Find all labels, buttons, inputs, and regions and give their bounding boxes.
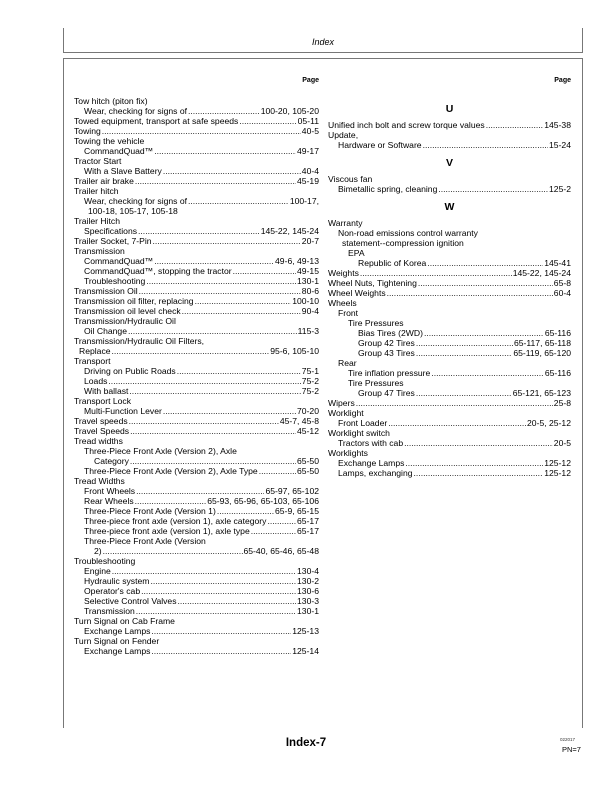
dot-leader bbox=[141, 586, 296, 596]
index-entry bbox=[74, 306, 319, 316]
entry-label: 2) bbox=[94, 546, 102, 556]
entry-page-ref[interactable]: 70-20 bbox=[297, 406, 319, 416]
index-entry bbox=[74, 546, 319, 556]
entry-page-ref[interactable]: 80-6 bbox=[301, 286, 319, 296]
entry-label: Three-Piece Front Axle (Version 1) bbox=[84, 506, 216, 516]
entry-label: Group 43 Tires bbox=[358, 348, 415, 358]
index-entry bbox=[328, 388, 571, 398]
entry-label: Three-Piece Front Axle (Version 2), Axle Type bbox=[84, 466, 258, 476]
pn-number: PN=7 bbox=[562, 745, 581, 754]
entry-label: With ballast bbox=[84, 386, 129, 396]
dot-leader bbox=[136, 606, 296, 616]
index-heading: Turn Signal on Cab Frame bbox=[74, 616, 175, 626]
entry-page-ref[interactable]: 130-2 bbox=[297, 576, 319, 586]
entry-page-ref[interactable]: 40-4 bbox=[301, 166, 319, 176]
section-letter: U bbox=[445, 103, 454, 115]
index-entry bbox=[328, 328, 571, 338]
index-subheading: Tire Pressures bbox=[348, 378, 404, 388]
entry-label: Republic of Korea bbox=[358, 258, 427, 268]
dot-leader bbox=[177, 366, 301, 376]
entry-page-ref[interactable]: 45-19 bbox=[297, 176, 319, 186]
entry-page-ref[interactable]: 125-12 bbox=[544, 458, 571, 468]
dot-leader bbox=[150, 576, 296, 586]
index-column-left bbox=[74, 77, 319, 656]
index-entry bbox=[328, 268, 571, 278]
entry-label: Selective Control Valves bbox=[84, 596, 177, 606]
index-heading: Transport Lock bbox=[74, 396, 131, 406]
dot-leader bbox=[259, 466, 296, 476]
dot-leader bbox=[195, 296, 292, 306]
entry-label: Operator's cab bbox=[84, 586, 141, 596]
index-entry bbox=[74, 526, 319, 536]
entry-label: Trailer air brake bbox=[74, 176, 134, 186]
entry-page-ref[interactable]: 40-5 bbox=[301, 126, 319, 136]
dot-leader bbox=[129, 386, 300, 396]
index-heading: Tractor Start bbox=[74, 156, 122, 166]
index-entry bbox=[74, 106, 319, 116]
index-heading: Tread Widths bbox=[74, 476, 125, 486]
index-entry bbox=[328, 288, 571, 298]
entry-page-ref[interactable]: 115-3 bbox=[297, 326, 319, 336]
index-entry bbox=[74, 376, 319, 386]
entry-label: Travel speeds bbox=[74, 416, 128, 426]
date-code: 022017 bbox=[560, 737, 576, 742]
dot-leader bbox=[360, 268, 512, 278]
index-subheading: Three-Piece Front Axle (Version bbox=[84, 536, 206, 546]
index-entry bbox=[74, 586, 319, 596]
index-entry bbox=[74, 506, 319, 516]
dot-leader bbox=[112, 346, 270, 356]
entry-page-ref[interactable]: 49-6, 49-13 bbox=[275, 256, 319, 266]
index-heading: Towing the vehicle bbox=[74, 136, 145, 146]
page-column-label: Page bbox=[302, 77, 319, 84]
entry-page-ref[interactable]: 65-121, 65-123 bbox=[512, 388, 571, 398]
entry-label: Bimetallic spring, cleaning bbox=[338, 184, 438, 194]
entry-page-ref[interactable]: 05-11 bbox=[297, 116, 319, 126]
entry-page-ref[interactable]: 65-116 bbox=[544, 328, 571, 338]
index-entry bbox=[328, 458, 571, 468]
entry-page-ref[interactable]: 145-22, 145-24 bbox=[260, 226, 319, 236]
dot-leader bbox=[405, 458, 543, 468]
entry-label: Three-piece front axle (version 1), axle category bbox=[84, 516, 267, 526]
dot-leader bbox=[423, 140, 548, 150]
dot-leader bbox=[431, 368, 544, 378]
entry-page-ref[interactable]: 95-6, 105-10 bbox=[270, 346, 319, 356]
dot-leader bbox=[138, 226, 260, 236]
header-title: Index bbox=[311, 37, 335, 47]
entry-page-ref[interactable]: 75-1 bbox=[301, 366, 319, 376]
index-subheading: Tire Pressures bbox=[348, 318, 404, 328]
dot-leader bbox=[102, 126, 301, 136]
dot-leader bbox=[418, 278, 553, 288]
entry-label: CommandQuad™ bbox=[84, 256, 154, 266]
entry-label: Transmission bbox=[84, 606, 135, 616]
index-entry bbox=[74, 426, 319, 436]
index-subheading: statement--compression ignition bbox=[342, 238, 464, 248]
entry-label: Front Loader bbox=[338, 418, 388, 428]
index-entry bbox=[74, 166, 319, 176]
entry-page-ref[interactable]: 75-2 bbox=[301, 386, 319, 396]
dot-leader bbox=[188, 106, 260, 116]
dot-leader bbox=[135, 176, 296, 186]
index-entry bbox=[74, 386, 319, 396]
index-entry bbox=[74, 516, 319, 526]
index-heading: Warranty bbox=[328, 218, 363, 228]
index-entry bbox=[74, 406, 319, 416]
index-entry bbox=[74, 146, 319, 156]
dot-leader bbox=[486, 120, 544, 130]
entry-page-ref[interactable]: 90-4 bbox=[301, 306, 319, 316]
entry-label: Multi-Function Lever bbox=[84, 406, 162, 416]
entry-page-ref[interactable]: 65-9, 65-15 bbox=[275, 506, 319, 516]
index-entry bbox=[74, 236, 319, 246]
dot-leader bbox=[387, 288, 553, 298]
entry-page-ref[interactable]: 65-93, 65-96, 65-103, 65-106 bbox=[207, 496, 319, 506]
entry-label: Transmission oil level check bbox=[74, 306, 181, 316]
dot-leader bbox=[103, 546, 243, 556]
dot-leader bbox=[356, 398, 553, 408]
index-entry bbox=[74, 326, 319, 336]
dot-leader bbox=[438, 184, 548, 194]
entry-label: Towing bbox=[74, 126, 101, 136]
entry-page-ref[interactable]: 130-1 bbox=[297, 276, 319, 286]
page-column-label: Page bbox=[554, 77, 571, 84]
entry-label: With a Slave Battery bbox=[84, 166, 162, 176]
index-entry bbox=[328, 398, 571, 408]
index-entry bbox=[328, 258, 571, 268]
entry-label: Troubleshooting bbox=[84, 276, 146, 286]
index-entry bbox=[74, 466, 319, 476]
entry-page-ref[interactable]: 130-3 bbox=[297, 596, 319, 606]
entry-page-ref[interactable]: 145-41 bbox=[544, 258, 571, 268]
index-heading: Troubleshooting bbox=[74, 556, 136, 566]
entry-label: Tractors with cab bbox=[338, 438, 404, 448]
index-heading: Trailer Hitch bbox=[74, 216, 120, 226]
index-entry bbox=[328, 418, 571, 428]
index-entry bbox=[74, 176, 319, 186]
entry-page-ref[interactable]: 45-12 bbox=[297, 426, 319, 436]
index-entry bbox=[328, 468, 571, 478]
dot-leader bbox=[414, 468, 544, 478]
entry-page-ref[interactable]: 125-13 bbox=[292, 626, 319, 636]
entry-label: Group 42 Tires bbox=[358, 338, 415, 348]
index-entry bbox=[74, 196, 319, 206]
entry-page-ref[interactable]: 100-20, 105-20 bbox=[260, 106, 319, 116]
index-entry bbox=[74, 296, 319, 306]
entry-page-ref[interactable]: 145-22, 145-24 bbox=[512, 268, 571, 278]
entry-page-ref[interactable]: 100-10 bbox=[292, 296, 319, 306]
entry-page-ref[interactable]: 65-40, 65-46, 65-48 bbox=[243, 546, 319, 556]
entry-label: Hydraulic system bbox=[84, 576, 150, 586]
index-entry bbox=[74, 626, 319, 636]
dot-leader bbox=[151, 626, 291, 636]
index-heading: Worklight switch bbox=[328, 428, 390, 438]
index-entry bbox=[74, 116, 319, 126]
entry-page-ref[interactable]: 15-24 bbox=[549, 140, 571, 150]
dot-leader bbox=[251, 526, 296, 536]
entry-page-ref[interactable]: 130-4 bbox=[297, 566, 319, 576]
entry-label: CommandQuad™ bbox=[84, 146, 154, 156]
dot-leader bbox=[427, 258, 543, 268]
index-subheading: Front bbox=[338, 308, 359, 318]
index-entry bbox=[328, 338, 571, 348]
index-entry bbox=[74, 286, 319, 296]
index-subheading: Rear bbox=[338, 358, 357, 368]
index-entry bbox=[74, 276, 319, 286]
index-heading: Turn Signal on Fender bbox=[74, 636, 160, 646]
index-entry bbox=[74, 576, 319, 586]
entry-label: Weights bbox=[328, 268, 359, 278]
entry-page-ref[interactable]: 75-2 bbox=[301, 376, 319, 386]
entry-label: Transmission oil filter, replacing bbox=[74, 296, 194, 306]
entry-label: Front Wheels bbox=[84, 486, 136, 496]
index-heading: Tread widths bbox=[74, 436, 123, 446]
dot-leader bbox=[130, 426, 296, 436]
dot-leader bbox=[146, 276, 296, 286]
index-entry bbox=[74, 346, 319, 356]
dot-leader bbox=[129, 416, 279, 426]
dot-leader bbox=[139, 286, 301, 296]
index-entry bbox=[328, 184, 571, 194]
entry-label: Three-piece front axle (version 1), axle type bbox=[84, 526, 250, 536]
entry-label: Wheel Nuts, Tightening bbox=[328, 278, 417, 288]
entry-label: Engine bbox=[84, 566, 111, 576]
entry-label: Wear, checking for signs of bbox=[84, 106, 188, 116]
entry-page-ref[interactable]: 65-17 bbox=[297, 516, 319, 526]
entry-label: Exchange Lamps bbox=[84, 646, 151, 656]
index-heading: Trailer hitch bbox=[74, 186, 119, 196]
index-entry bbox=[328, 368, 571, 378]
entry-page-ref[interactable]: 20-5, 25-12 bbox=[527, 418, 571, 428]
entry-page-ref[interactable]: 125-12 bbox=[544, 468, 571, 478]
header-box bbox=[63, 28, 583, 53]
index-entry bbox=[74, 496, 319, 506]
dot-leader bbox=[416, 338, 513, 348]
dot-leader bbox=[188, 196, 289, 206]
entry-page-ref[interactable]: 125-2 bbox=[549, 184, 571, 194]
entry-label: Bias Tires (2WD) bbox=[358, 328, 423, 338]
dot-leader bbox=[416, 388, 512, 398]
entry-label: Driving on Public Roads bbox=[84, 366, 176, 376]
entry-page-ref[interactable]: 25-8 bbox=[553, 398, 571, 408]
dot-leader bbox=[108, 376, 300, 386]
index-entry bbox=[328, 438, 571, 448]
index-heading: Update, bbox=[328, 130, 359, 140]
dot-leader bbox=[424, 328, 544, 338]
entry-label: Wipers bbox=[328, 398, 355, 408]
entry-page-ref[interactable]: 100-17, bbox=[289, 196, 319, 206]
entry-label: Trailer Socket, 7-Pin bbox=[74, 236, 152, 246]
entry-page-ref[interactable]: 65-97, 65-102 bbox=[265, 486, 319, 496]
index-entry bbox=[74, 566, 319, 576]
dot-leader bbox=[178, 596, 297, 606]
entry-label: Travel Speeds bbox=[74, 426, 130, 436]
entry-label: Transmission Oil bbox=[74, 286, 138, 296]
entry-page-ref[interactable]: 125-14 bbox=[292, 646, 319, 656]
index-entry bbox=[328, 140, 571, 150]
entry-page-ref[interactable]: 65-117, 65-118 bbox=[513, 338, 571, 348]
index-heading: Transport bbox=[74, 356, 111, 366]
index-entry bbox=[328, 348, 571, 358]
dot-leader bbox=[388, 418, 526, 428]
index-heading: Worklights bbox=[328, 448, 368, 458]
index-heading: Transmission bbox=[74, 246, 125, 256]
dot-leader bbox=[404, 438, 553, 448]
entry-label: Towed equipment, transport at safe speeds bbox=[74, 116, 239, 126]
index-subheading: Non-road emissions control warranty bbox=[338, 228, 478, 238]
index-entry bbox=[74, 256, 319, 266]
dot-leader bbox=[112, 566, 296, 576]
entry-page-ref[interactable]: 65-50 bbox=[297, 456, 319, 466]
entry-page-ref[interactable]: 20-5 bbox=[553, 438, 571, 448]
index-subheading: EPA bbox=[348, 248, 365, 258]
section-letter: W bbox=[444, 201, 455, 213]
entry-label: Hardware or Software bbox=[338, 140, 422, 150]
index-entry bbox=[74, 416, 319, 426]
entry-label: Wheel Weights bbox=[328, 288, 386, 298]
entry-label: Oil Change bbox=[84, 326, 127, 336]
entry-label: Tire inflation pressure bbox=[348, 368, 431, 378]
entry-label: Wear, checking for signs of bbox=[84, 196, 188, 206]
entry-label: Exchange Lamps bbox=[338, 458, 405, 468]
entry-page-ref[interactable]: 145-38 bbox=[544, 120, 571, 130]
index-heading: Viscous fan bbox=[328, 174, 373, 184]
index-entry bbox=[328, 120, 571, 130]
dot-leader bbox=[163, 166, 301, 176]
dot-leader bbox=[239, 116, 296, 126]
dot-leader bbox=[135, 496, 207, 506]
dot-leader bbox=[154, 256, 274, 266]
entry-label: Specifications bbox=[84, 226, 138, 236]
index-heading: Transmission/Hydraulic Oil Filters, bbox=[74, 336, 205, 346]
entry-page-ref[interactable]: 49-15 bbox=[297, 266, 319, 276]
entry-page-ref[interactable]: 65-50 bbox=[297, 466, 319, 476]
dot-leader bbox=[267, 516, 296, 526]
index-entry bbox=[74, 126, 319, 136]
dot-leader bbox=[154, 146, 296, 156]
index-entry bbox=[74, 596, 319, 606]
dot-leader bbox=[151, 646, 291, 656]
dot-leader bbox=[233, 266, 296, 276]
entry-label: Rear Wheels bbox=[84, 496, 134, 506]
dot-leader bbox=[136, 486, 264, 496]
index-entry bbox=[74, 456, 319, 466]
dot-leader bbox=[182, 306, 301, 316]
index-subheading: 100-18, 105-17, 105-18 bbox=[88, 206, 178, 216]
index-heading: Worklight bbox=[328, 408, 364, 418]
index-subheading: Three-Piece Front Axle (Version 2), Axle bbox=[84, 446, 237, 456]
page-number-title: Index-7 bbox=[285, 737, 327, 749]
entry-label: Loads bbox=[84, 376, 108, 386]
entry-page-ref[interactable]: 20-7 bbox=[301, 236, 319, 246]
entry-page-ref[interactable]: 65-116 bbox=[544, 368, 571, 378]
entry-page-ref[interactable]: 65-119, 65-120 bbox=[513, 348, 571, 358]
index-heading: Transmission/Hydraulic Oil bbox=[74, 316, 176, 326]
index-entry bbox=[74, 226, 319, 236]
entry-page-ref[interactable]: 45-7, 45-8 bbox=[279, 416, 319, 426]
entry-label: Lamps, exchanging bbox=[338, 468, 413, 478]
index-column-right bbox=[328, 77, 571, 478]
entry-page-ref[interactable]: 60-4 bbox=[553, 288, 571, 298]
index-entry bbox=[74, 486, 319, 496]
entry-label: Group 47 Tires bbox=[358, 388, 415, 398]
index-entry bbox=[74, 606, 319, 616]
index-heading: Tow hitch (piton fix) bbox=[74, 96, 148, 106]
entry-page-ref[interactable]: 65-8 bbox=[553, 278, 571, 288]
dot-leader bbox=[163, 406, 296, 416]
entry-label: Replace bbox=[79, 346, 111, 356]
dot-leader bbox=[130, 456, 296, 466]
entry-label: Unified inch bolt and screw torque values bbox=[328, 120, 485, 130]
entry-label: CommandQuad™, stopping the tractor bbox=[84, 266, 232, 276]
index-entry bbox=[74, 266, 319, 276]
index-heading: Wheels bbox=[328, 298, 357, 308]
index-entry bbox=[74, 366, 319, 376]
entry-page-ref[interactable]: 130-1 bbox=[297, 606, 319, 616]
section-letter: V bbox=[445, 157, 453, 169]
entry-label: Category bbox=[94, 456, 129, 466]
dot-leader bbox=[416, 348, 513, 358]
entry-page-ref[interactable]: 130-6 bbox=[297, 586, 319, 596]
dot-leader bbox=[217, 506, 274, 516]
entry-page-ref[interactable]: 65-17 bbox=[297, 526, 319, 536]
entry-page-ref[interactable]: 49-17 bbox=[297, 146, 319, 156]
index-entry bbox=[74, 646, 319, 656]
entry-label: Exchange Lamps bbox=[84, 626, 151, 636]
dot-leader bbox=[153, 236, 301, 246]
index-entry bbox=[328, 278, 571, 288]
dot-leader bbox=[128, 326, 297, 336]
